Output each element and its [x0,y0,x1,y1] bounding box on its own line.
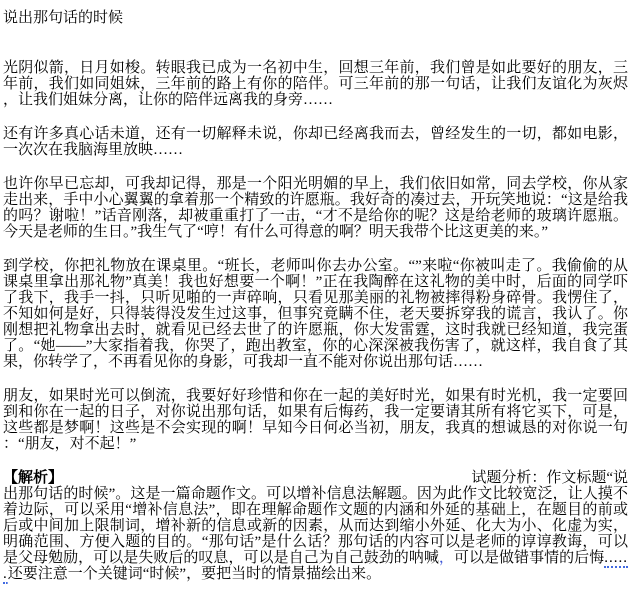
analysis-label: 【解析】 [3,470,64,486]
analysis-first-line [3,470,628,486]
essay-paragraph-1: 光阴似箭，日月如梭。转眼我已成为一名初中生，回想三年前，我们曾是如此要好的朋友，三年前，我们如同姐妹，三年前的路上有你的陪伴。可三年前的那一句话，让我们友谊化为灰烬，让我们姐妹分离，让你的陪伴远离我的身旁…… [3,60,628,108]
analysis-blue-comma: ， [438,550,454,566]
essay-title: 说出那句话的时候 [3,10,124,26]
essay-paragraph-5: 朋友，如果时光可以倒流，我要好好珍惜和你在一起的美好时光，如果有时光机，我一定要回到和你在一起的日子，对你说出那句话，如果有后悔药，我一定要请其所有将它买下，可是，这些都是梦啊！这些是不会实现的啊！早知今日何必当初，朋友，我真的想诚恳的对你说一句：“朋友，对不起！” [3,388,628,452]
analysis-marked-ellipsis: ...... [3,550,628,582]
essay-paragraph-3: 也许你早已忘却，可我却记得，那是一个阳光明媚的早上，我们依旧如常，同去学校，你从家走出来，手中小心翼翼的拿着那一个精致的许愿瓶。我好奇的凑过去，开玩笑地说：“这是给我的吗？谢啦！”话音刚落，却被重重打了一击，“才不是给你的呢？这是给老师的玻璃许愿瓶。今天是老师的生日。”我生气了“哼！有什么可得意的啊？明天我带个比这更美的来。” [3,176,628,240]
analysis-text-main: 出那句话的时候”。这是一篇命题作文。可以增补信息法解题。因为此作文比较宽泛，让人摸不着边际，可以采用“增补信息法”，即在理解命题作文题的内涵和外延的基础上，在题目的前或后或中间加上限制词，增补新的信息或新的因素，从而达到缩小外延、化大为小、化虚为实，明确范围、方便入题的目的。“那句话”是什么话？那句话的内容可以是老师的谆谆教诲，可以是父母勉励，可以是失败后的叹息，可以是自己为自己鼓劲的呐喊 [3,486,628,566]
essay-paragraph-2: 还有许多真心话未道，还有一切解释未说，你却已经离我而去，曾经发生的一切，都如电影，一次次在我脑海里放映…… [3,126,628,158]
analysis-text-tail: 还要注意一个关键词“时候”，要把当时的情景描绘出来。 [7,566,382,582]
analysis-section [3,470,628,582]
analysis-body [3,486,628,582]
analysis-intro-text: 试题分析：作文标题“说 [471,470,628,486]
essay-paragraph-4: 到学校，你把礼物放在课桌里。“班长，老师叫你去办公室。“”来啦“你被叫走了。我偷偷的从课桌里拿出那礼物”真美！我也好想要一个啊！”正在我陶醉在这礼物的美中时，后面的同学吓了我下，我手一抖，只听见啪的一声碎响，只看见那美丽的礼物被摔得粉身碎骨。我愣住了，不知如何是好，只得装得没发生过这事，但事究竟瞒不住，老天要拆穿我的谎言，我认了。你刚想把礼物拿出去时，就看见已经去世了的许愿瓶，你大发雷霆，这时我就已经知道，我完蛋了。“她——”大家指着我，你哭了，跑出教室，你的心深深被我伤害了，就这样，我自食了其果，你转学了，不再看见你的身影，可我却一直不能对你说出那句话…… [3,258,628,370]
analysis-text-continued: 可以是做错事情的后悔 [453,550,605,566]
